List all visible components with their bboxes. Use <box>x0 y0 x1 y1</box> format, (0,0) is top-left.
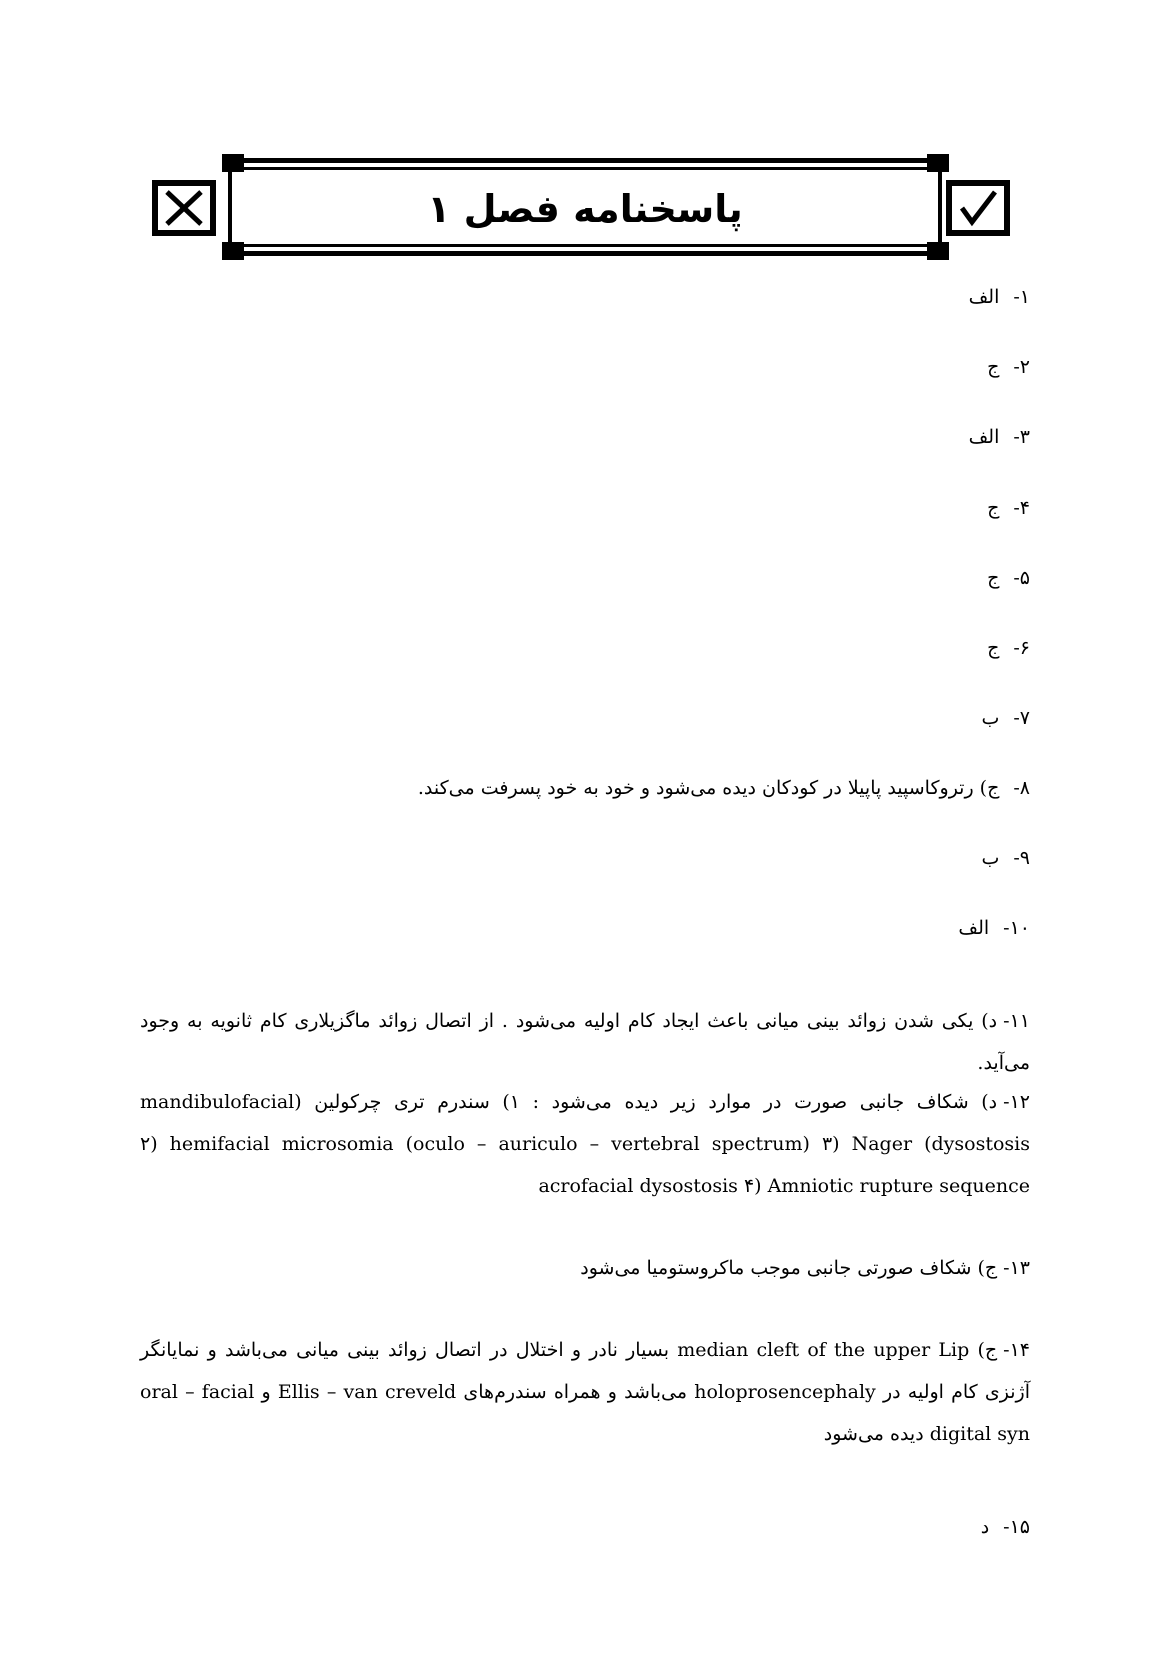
answer-number: ۹- <box>1013 847 1030 869</box>
banner-bottom-rail-thin <box>226 244 944 247</box>
answer-1 <box>969 283 1030 311</box>
page-title: پاسخنامه فصل ۱ <box>427 187 743 231</box>
banner-side-bar <box>228 170 232 244</box>
answer-text: ج) شکاف صورتی جانبی موجب ماکروستومیا می‌شود <box>580 1257 998 1279</box>
answer-number: ۱۱- <box>1003 1010 1030 1032</box>
answer-number: ۱۲- <box>1003 1091 1030 1113</box>
answer-number: ۷- <box>1013 707 1030 729</box>
answer-number: ۱۴- <box>1003 1339 1031 1361</box>
answer-2 <box>987 353 1030 381</box>
answer-14 <box>140 1329 1030 1455</box>
answer-text: د) یکی شدن زوائد بینی میانی باعث ایجاد کام اولیه می‌شود . از اتصال زوائد ماگزیلاری کام ثانویه به وجود می‌آید. <box>140 1010 1030 1074</box>
answer-text: ج <box>987 497 1000 519</box>
answer-number: ۶- <box>1013 637 1030 659</box>
banner-corner <box>927 242 949 260</box>
answer-15 <box>981 1513 1030 1541</box>
answer-text: ج <box>987 356 1000 378</box>
answer-number: ۲- <box>1013 356 1030 378</box>
answer-text: الف <box>968 286 1000 308</box>
answer-text: الف <box>968 426 1000 448</box>
answer-text: ب <box>981 847 1000 869</box>
answer-number: ۳- <box>1013 426 1030 448</box>
answer-number: ۱- <box>1013 286 1030 308</box>
banner-bottom-rail <box>226 251 944 256</box>
answer-10 <box>958 914 1030 942</box>
answer-text: ج <box>987 637 1000 659</box>
answer-11 <box>140 1000 1030 1084</box>
answer-number: ۱۰- <box>1003 917 1030 939</box>
answer-text: ج) رتروکاسپید پاپیلا در کودکان دیده می‌شود و خود به خود پسرفت می‌کند. <box>417 777 1000 799</box>
answer-9 <box>981 844 1030 872</box>
title-banner <box>152 152 1018 262</box>
banner-top-rail <box>226 158 944 163</box>
answer-number: ۴- <box>1013 497 1030 519</box>
answer-text: ج <box>987 567 1000 589</box>
answer-text: الف <box>958 917 990 939</box>
answer-number: ۱۵- <box>1003 1516 1030 1538</box>
answer-text: د <box>980 1516 990 1538</box>
banner-side-bar <box>938 170 942 244</box>
cross-box-icon <box>152 180 216 236</box>
answer-8 <box>418 774 1030 802</box>
answer-5 <box>987 564 1030 592</box>
answer-12 <box>140 1081 1030 1207</box>
banner-top-rail-thin <box>226 167 944 170</box>
answer-number: ۱۳- <box>1003 1257 1030 1279</box>
answer-text: ج) median cleft of the upper Lip بسیار نادر و اختلال در اتصال زوائد بینی میانی می‌باشد و نمایانگر آژنزی کام اولیه در holoprosencephaly می‌باشد و همراه سندرم‌های Ellis – van creveld و oral – facial digital syn دیده می‌شود <box>140 1339 1031 1445</box>
answer-6 <box>987 634 1030 662</box>
answer-number: ۸- <box>1013 777 1030 799</box>
check-box-icon <box>946 180 1010 236</box>
answer-text: د) شکاف جانبی صورت در موارد زیر دیده می‌شود : ۱) سندرم تری چرکولین (mandibulofacial dysostosis) ۲) hemifacial microsomia (oculo – auriculo – vertebral spectrum) ۳) Nager acrofacial dysostosis ۴) Amniotic rupture sequence <box>140 1091 1030 1197</box>
answer-4 <box>987 494 1030 522</box>
banner-corner <box>222 154 244 172</box>
answer-3 <box>969 423 1030 451</box>
answer-13 <box>140 1247 1030 1289</box>
answer-text: ب <box>981 707 1000 729</box>
banner-corner <box>222 242 244 260</box>
answer-number: ۵- <box>1013 567 1030 589</box>
answer-7 <box>981 704 1030 732</box>
